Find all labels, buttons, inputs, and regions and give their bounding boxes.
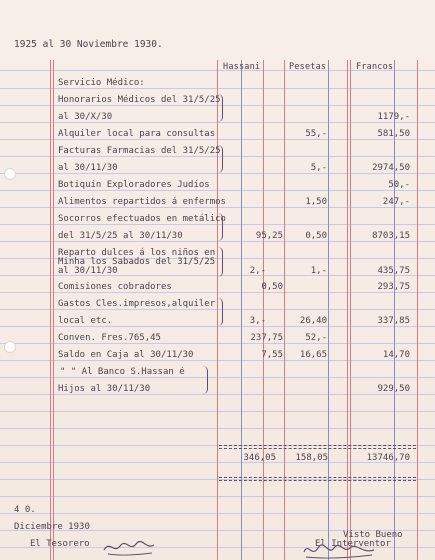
treasurer-label: El Tesorero: [30, 539, 90, 549]
column-line: [284, 60, 285, 560]
francos-value: 581,50: [377, 129, 410, 139]
row-description: Saldo en Caja al 30/11/30: [58, 350, 194, 360]
row-description: Comisiones cobradores: [58, 282, 172, 292]
visto-bueno-label: Visto Bueno: [343, 530, 403, 540]
margin-line: [50, 60, 51, 560]
punch-hole: [4, 341, 16, 353]
margin-line: [53, 60, 54, 560]
row-description-cont: al 30/X/30: [58, 112, 113, 122]
interventor-signature: [300, 540, 380, 560]
hassani-value: 237,75: [250, 333, 283, 343]
column-line: [263, 60, 264, 560]
francos-value: 8703,15: [372, 231, 410, 241]
date-range: 1925 al 30 Noviembre 1930.: [14, 39, 163, 50]
row-description: Socorros efectuados en metálico: [58, 214, 226, 224]
column-line: [417, 60, 418, 560]
row-description: Alquiler local para consultas: [58, 129, 216, 139]
row-description-cont: Hijos al 30/11/30: [58, 384, 151, 394]
row-description-cont: al 30/11/30: [58, 266, 118, 276]
hassani-value: 0,50: [261, 282, 283, 292]
francos-value: 247,-: [382, 197, 410, 207]
brace-mark: [218, 145, 223, 173]
brace-mark: [218, 94, 223, 122]
total-rule: [219, 448, 416, 449]
pesetas-value: 16,65: [299, 350, 327, 360]
pesetas-value: 1,50: [305, 197, 327, 207]
hassani-value: 95,25: [255, 231, 283, 241]
row-description-cont: del 31/5/25 al 30/11/30: [58, 231, 183, 241]
column-line: [328, 60, 329, 560]
row-description: Honorarios Médicos del 31/5/25: [58, 95, 221, 105]
pesetas-value: 5,-: [310, 163, 327, 173]
francos-value: 293,75: [377, 282, 410, 292]
pesetas-value: 0,50: [305, 231, 327, 241]
row-description: Reparto dulces á los niños en: [58, 248, 216, 258]
row-description: Gastos Cles.impresos,alquiler: [58, 299, 216, 309]
total-francos: 13746,70: [366, 453, 410, 463]
closing-date: Diciembre 1930: [14, 522, 90, 532]
row-description-cont: al 30/11/30: [58, 163, 118, 173]
row-description: Botiquín Exploradores Judíos: [58, 180, 210, 190]
pesetas-value: 52,-: [305, 333, 327, 343]
hassani-value: 3,-: [249, 316, 266, 326]
hassani-value: 2,-: [249, 266, 266, 276]
francos-value: 435,75: [377, 266, 410, 276]
francos-value: 50,-: [388, 180, 410, 190]
total-rule: [219, 445, 416, 446]
section-title: Servicio Médico:: [58, 78, 145, 88]
row-description: " " Al Banco S.Hassan é: [60, 367, 185, 377]
brace-mark: [218, 213, 223, 241]
row-description: Alimentos repartidos á enfermos: [58, 197, 226, 207]
brace-mark: [218, 247, 223, 277]
francos-value: 337,85: [377, 316, 410, 326]
place-date: 4 0.: [14, 505, 36, 515]
francos-value: 929,50: [377, 384, 410, 394]
francos-value: 1179,-: [377, 112, 410, 122]
total-rule: [219, 477, 416, 478]
brace-mark: [218, 298, 223, 326]
interventor-label: El Interventor: [315, 539, 391, 549]
row-description: Conven. Fres.765,45: [58, 333, 161, 343]
column-line: [347, 60, 348, 560]
francos-value: 14,70: [382, 350, 410, 360]
punch-hole: [4, 168, 16, 180]
francos-value: 2974,50: [372, 163, 410, 173]
pesetas-value: 1,-: [310, 266, 327, 276]
pesetas-value: 55,-: [305, 129, 327, 139]
column-header-hassani: Hassani: [223, 62, 261, 72]
pesetas-value: 26,40: [299, 316, 327, 326]
total-pesetas: 158,05: [295, 453, 328, 463]
column-header-pesetas: Pesetas: [289, 62, 327, 72]
column-line: [241, 60, 242, 560]
row-description: Facturas Farmacias del 31/5/25: [58, 146, 221, 156]
treasurer-signature: [100, 536, 160, 558]
row-description-cont: Minha los Sabados del 31/5/25: [58, 257, 216, 267]
hassani-value: 7,55: [261, 350, 283, 360]
row-description-cont: local etc.: [58, 316, 113, 326]
total-rule: [219, 480, 416, 481]
total-hassani: 346,05: [243, 453, 276, 463]
brace-mark: [203, 366, 208, 394]
column-line: [350, 60, 351, 560]
column-header-francos: Francos: [356, 62, 394, 72]
